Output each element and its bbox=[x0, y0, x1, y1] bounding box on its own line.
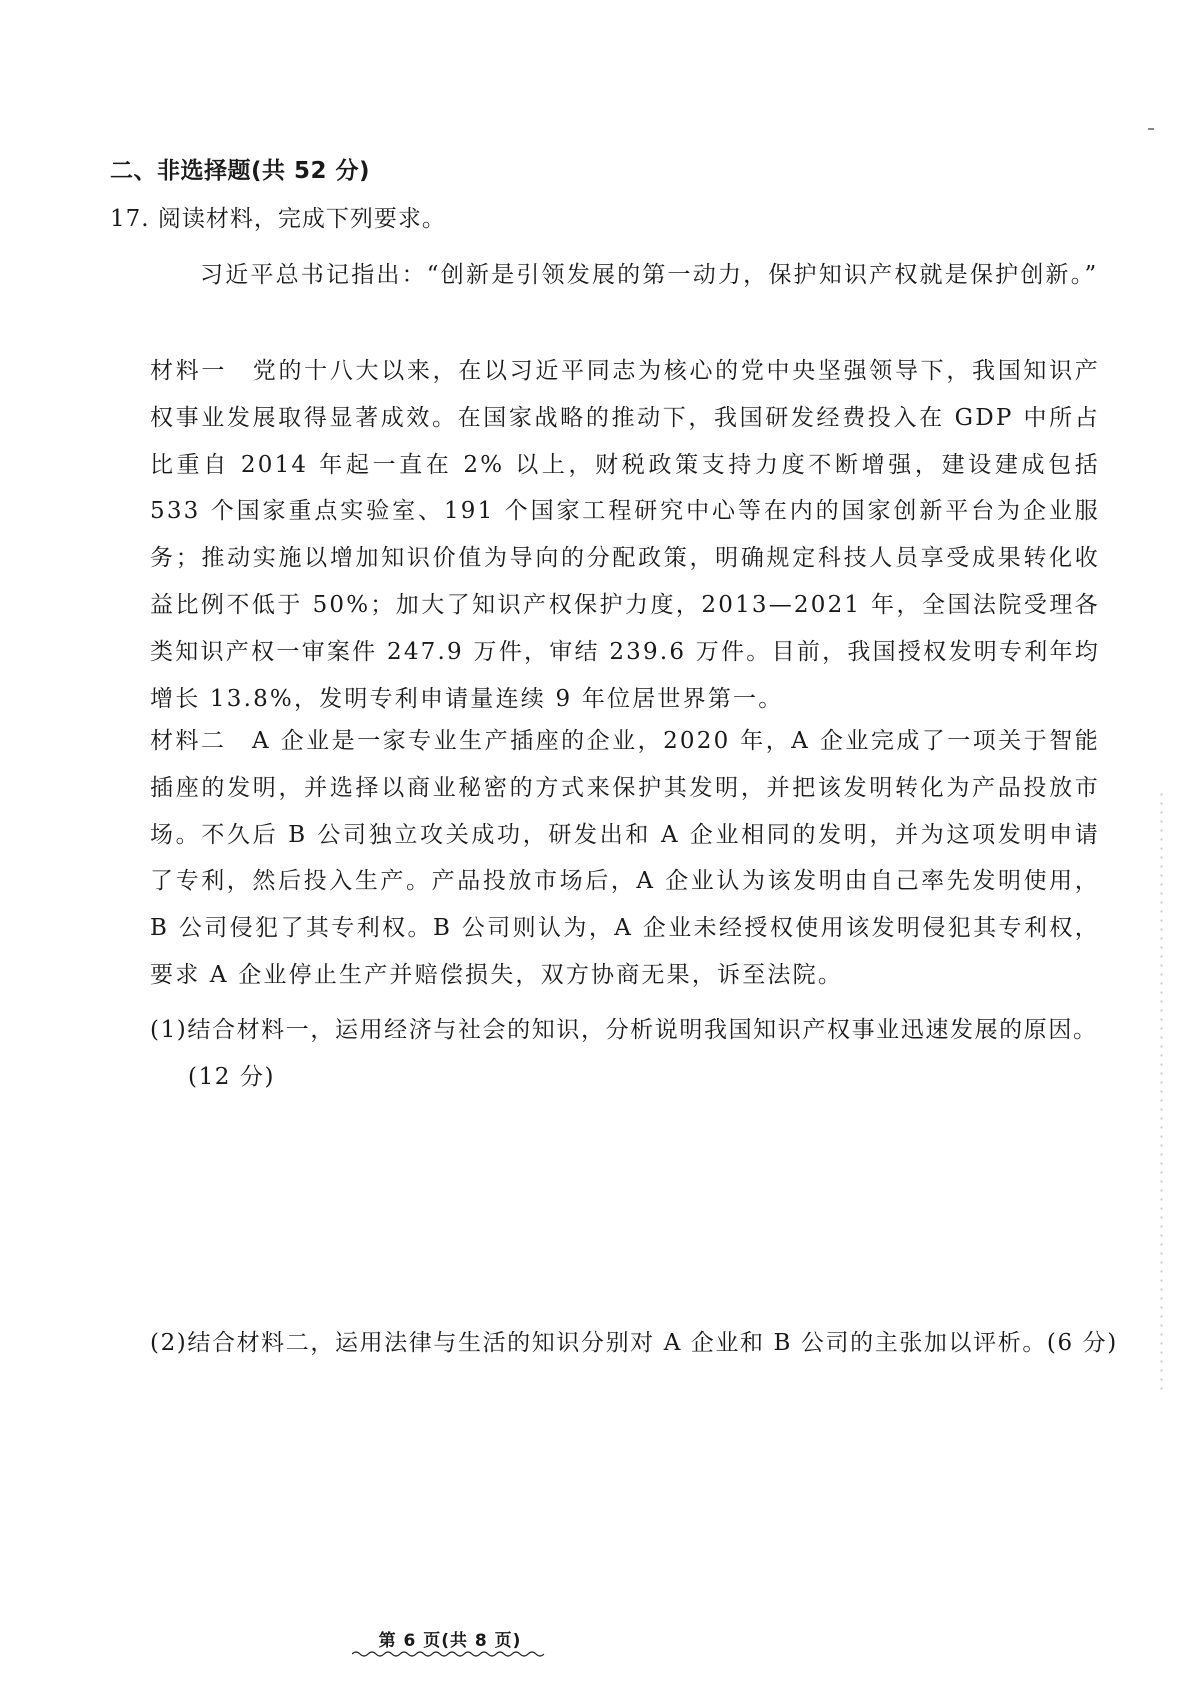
page-number: 第 6 页(共 8 页) bbox=[378, 1631, 522, 1651]
margin-mark bbox=[1148, 128, 1154, 130]
binding-gutter-dots bbox=[1160, 790, 1163, 1390]
sub-question-1: (1)结合材料一，运用经济与社会的知识，分析说明我国知识产权事业迅速发展的原因。(12 分) bbox=[150, 1017, 1098, 1090]
question-title: 17. 阅读材料，完成下列要求。 bbox=[110, 206, 446, 232]
section-heading: 二、非选择题(共 52 分) bbox=[110, 158, 371, 184]
quote-paragraph: 习近平总书记指出：“创新是引领发展的第一动力，保护知识产权就是保护创新。” bbox=[200, 262, 1099, 288]
sub-question-2: (2)结合材料二，运用法律与生活的知识分别对 A 企业和 B 公司的主张加以评析。(6 分) bbox=[150, 1330, 1118, 1356]
material-one-paragraph: 材料一 党的十八大以来，在以习近平同志为核心的党中央坚强领导下，我国知识产权事业发展取得显著成效。在国家战略的推动下，我国研发经费投入在 GDP 中所占比重自 2014 年起一直在 2% 以上，财税政策支持力度不断增强，建设建成包括 533 个国家重点实验室、191 个国家工程研究中心等在内的国家创新平台为企业服务；推动实施以增加知识价值为导向的分配政策，明确规定科技人员享受成果转化收益比例不低于 50%；加大了知识产权保护力度，2013—2021 年，全国法院受理各类知识产权一审案件 247.9 万件，审结 239.6 万件。目前，我国授权发明专利年均增长 13.8%，发明专利申请量连续 9 年位居世界第一。 bbox=[150, 358, 1100, 712]
material-two-paragraph: 材料二 A 企业是一家专业生产插座的企业，2020 年，A 企业完成了一项关于智能插座的发明，并选择以商业秘密的方式来保护其发明，并把该发明转化为产品投放市场。不久后 B 公司独立攻关成功，研发出和 A 企业相同的发明，并为这项发明申请了专利，然后投入生产。产品投放市场后，A 企业认为该发明由自己率先发明使用，B 公司侵犯了其专利权。B 公司则认为，A 企业未经授权使用该发明侵犯其专利权，要求 A 企业停止生产并赔偿损失，双方协商无果，诉至法院。 bbox=[150, 728, 1100, 988]
footer-wavy-underline bbox=[352, 1650, 548, 1658]
